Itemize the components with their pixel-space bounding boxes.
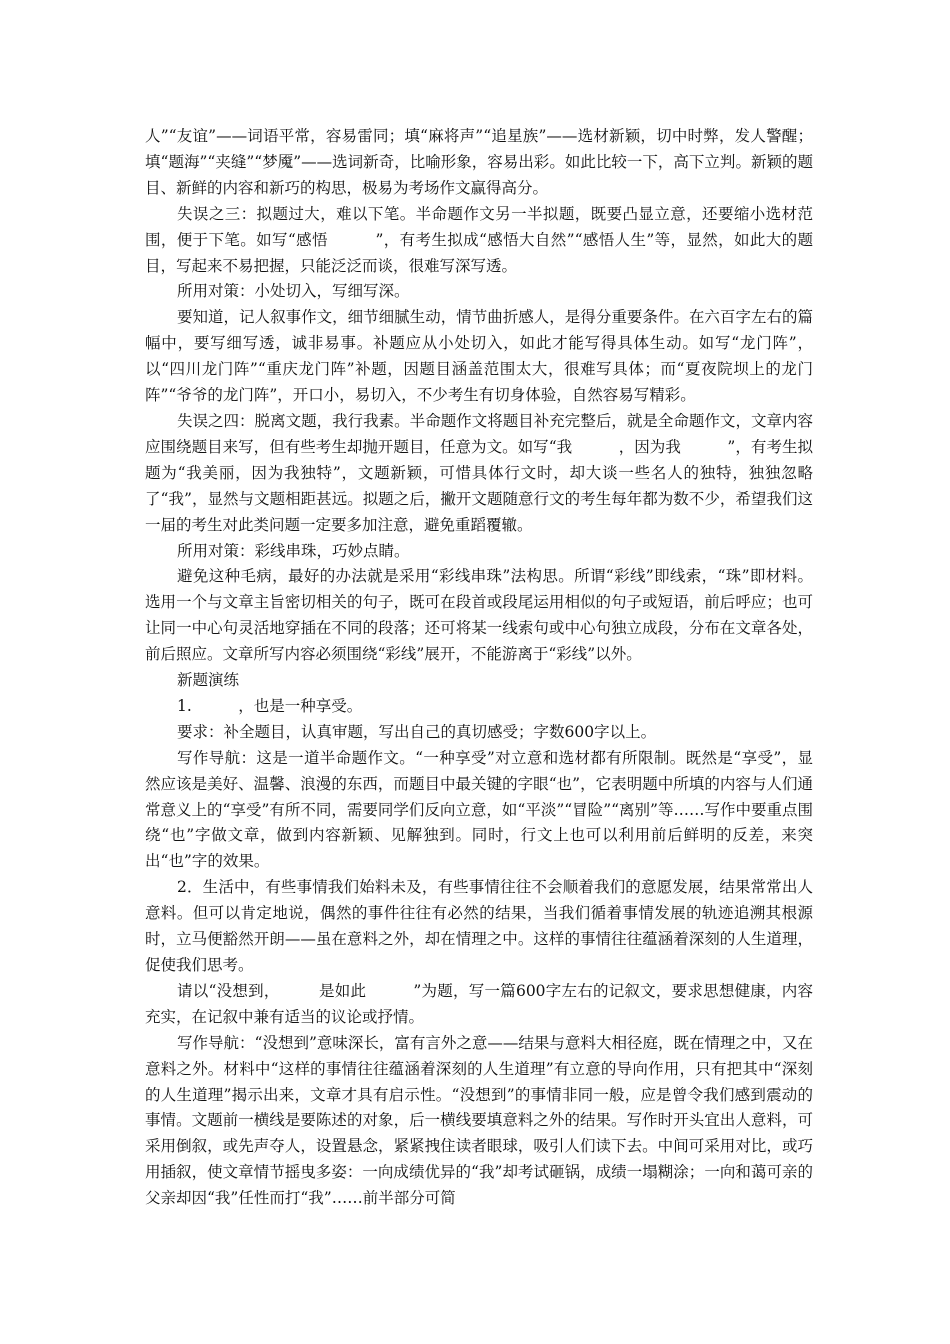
paragraph: 写作导航：这是一道半命题作文。“一种享受”对立意和选材都有所限制。既然是“享受”，显然应该是美好、温馨、浪漫的东西，而题目中最关键的字眼“也”，它表明题中所填的内容与人们通常意义上的“享受”有所不同，需要同学们反向立意，如“平淡”“冒险”“离别”等……写作中要重点围绕“也”字做文章，做到内容新颖、见解独到。同时，行文上也可以利用前后鲜明的反差，来突出“也”字的效果。 — [145, 748, 813, 871]
paragraph: 所用对策：彩线串珠，巧妙点睛。 — [177, 541, 410, 560]
paragraph: 请以“没想到， 是如此 ”为题，写一篇600字左右的记叙文，要求思想健康，内容充实，在记叙中兼有适当的议论或抒情。 — [145, 981, 813, 1026]
paragraph: 写作导航：“没想到”意味深长，富有言外之意——结果与意料大相径庭，既在情理之中，又在意料之外。材料中“这样的事情往往蕴涵着深刻的人生道理”有立意的导向作用，只有把其中“深刻的人生道理”揭示出来，文章才具有启示性。“没想到”的事情非同一般，应是曾令我们感到震动的事情。文题前一横线是要陈述的对象，后一横线要填意料之外的结果。写作时开头宜出人意料，可采用倒叙，或先声夺人，设置悬念，紧紧拽住读者眼球，吸引人们读下去。中间可采用对比，或巧用插叙，使文章情节摇曳多姿：一向成绩优异的“我”却考试砸锅，成绩一塌糊涂；一向和蔼可亲的父亲却因“我”任性而打“我”……前半部分可简 — [145, 1033, 813, 1208]
paragraph: 2．生活中，有些事情我们始料未及，有些事情往往不会顺着我们的意愿发展，结果常常出人意料。但可以肯定地说，偶然的事件往往有必然的结果，当我们循着事情发展的轨迹追溯其根源时，立马便豁然开朗——虽在意料之外，却在情理之中。这样的事情往往蕴涵着深刻的人生道理，促使我们思考。 — [145, 878, 813, 974]
section-heading: 新题演练 — [177, 671, 240, 690]
paragraph: 要求：补全题目，认真审题，写出自己的真切感受；字数600字以上。 — [177, 722, 657, 741]
paragraph: 失误之三：拟题过大，难以下笔。半命题作文另一半拟题，既要凸显立意，还要缩小选材范围，便于下笔。如写“感悟 ”，有考生拟成“感悟大自然”“感悟人生”等，显然，如此大的题目，写起来不易把握，只能泛泛而谈，很难写深写透。 — [145, 204, 813, 275]
document-page — [145, 124, 813, 1212]
paragraph: 人”“友谊”——词语平常，容易雷同；填“麻将声”“追星族”——选材新颖，切中时弊，发人警醒；填“题海”“夹缝”“梦魇”——选词新奇，比喻形象，容易出彩。如此比较一下，高下立判。新颖的题目、新鲜的内容和新巧的构思，极易为考场作文赢得高分。 — [145, 127, 813, 197]
paragraph: 所用对策：小处切入，写细写深。 — [177, 282, 410, 301]
paragraph: 失误之四：脱离文题，我行我素。半命题作文将题目补充完整后，就是全命题作文，文章内容应围绕题目来写，但有些考生却抛开题目，任意为文。如写“我 ，因为我 ”，有考生拟题为“我美丽，因为我独特”，文题新颖，可惜具体行文时，却大谈一些名人的独特，独独忽略了“我”，显然与文题相距甚远。拟题之后，撇开文题随意行文的考生每年都为数不少，希望我们这一届的考生对此类问题一定要多加注意，避免重蹈覆辙。 — [145, 411, 813, 534]
paragraph: 1. ，也是一种享受。 — [177, 696, 363, 715]
paragraph: 避免这种毛病，最好的办法就是采用“彩线串珠”法构思。所谓“彩线”即线索，“珠”即材料。选用一个与文章主旨密切相关的句子，既可在段首或段尾运用相似的句子或短语，前后呼应；也可让同一中心句灵活地穿插在不同的段落；还可将某一线索句或中心句独立成段，分布在文章各处，前后照应。文章所写内容必须围绕“彩线”展开，不能游离于“彩线”以外。 — [145, 567, 813, 664]
paragraph: 要知道，记人叙事作文，细节细腻生动，情节曲折感人，是得分重要条件。在六百字左右的篇幅中，要写细写透，诚非易事。补题应从小处切入，如此才能写得具体生动。如写“龙门阵”，以“四川龙门阵”“重庆龙门阵”补题，因题目涵盖范围太大，很难写具体；而“夏夜院坝上的龙门阵”“爷爷的龙门阵”，开口小，易切入，不少考生有切身体验，自然容易写精彩。 — [145, 308, 813, 405]
